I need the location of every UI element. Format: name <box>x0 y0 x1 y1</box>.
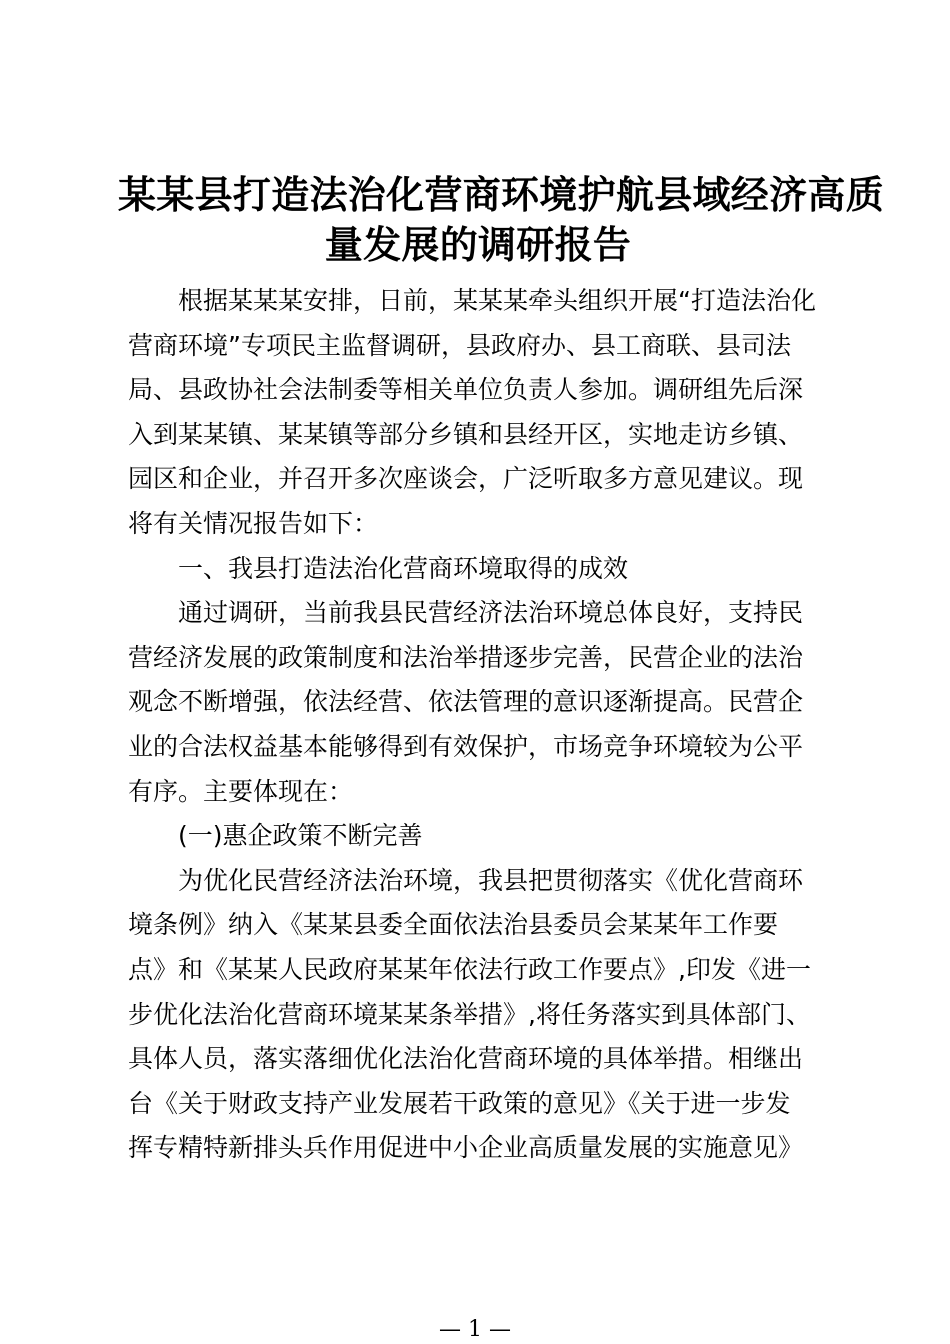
paragraph-line: 业的合法权益基本能够得到有效保护，市场竞争环境较为公平 <box>128 731 804 761</box>
paragraph-line: 台《关于财政支持产业发展若干政策的意见》《关于进一步发 <box>128 1088 791 1118</box>
paragraph-line: 为优化民营经济法治环境，我县把贯彻落实《优化营商环 <box>178 865 804 895</box>
title-line: 某某县打造法治化营商环境护航县域经济高质 <box>118 173 885 217</box>
body-paragraph <box>128 282 828 550</box>
paragraph-line: 将有关情况报告如下： <box>128 508 379 538</box>
title-line: 量发展的调研报告 <box>324 223 632 267</box>
paragraph-line: 有序。主要体现在： <box>128 776 354 806</box>
section-heading <box>128 550 828 595</box>
document-title <box>118 170 885 270</box>
section-heading <box>128 817 828 862</box>
paragraph-line: 局、县政协社会法制委等相关单位负责人参加。调研组先后深 <box>128 375 804 405</box>
heading-line: 一、我县打造法治化营商环境取得的成效 <box>178 553 629 583</box>
paragraph-line: 根据某某某安排，日前，某某某牵头组织开展“打造法治化 <box>178 286 816 315</box>
paragraph-line: 营商环境”专项民主监督调研，县政府办、县工商联、县司法 <box>128 330 791 360</box>
paragraph-line: 观念不断增强，依法经营、依法管理的意识逐渐提高。民营企 <box>128 687 804 717</box>
paragraph-line: 境条例》纳入《某某县委全面依法治县委员会某某年工作要 <box>128 910 779 940</box>
page-number: — 1 — <box>439 1317 511 1342</box>
paragraph-line: 通过调研，当前我县民营经济法治环境总体良好，支持民 <box>178 598 804 628</box>
body-paragraph <box>128 594 828 817</box>
paragraph-line: 步优化法治化营商环境某某条举措》,将任务落实到具体部门、 <box>128 999 811 1029</box>
paragraph-line: 入到某某镇、某某镇等部分乡镇和县经开区，实地走访乡镇、 <box>128 419 804 449</box>
document-body <box>128 282 828 1174</box>
paragraph-line: 挥专精特新排头兵作用促进中小企业高质量发展的实施意见》 <box>128 1133 804 1163</box>
paragraph-line: 具体人员，落实落细优化法治化营商环境的具体举措。相继出 <box>128 1044 804 1074</box>
heading-line: (一)惠企政策不断完善 <box>178 821 423 851</box>
paragraph-line: 点》和《某某人民政府某某年依法行政工作要点》,印发《进一 <box>128 954 811 984</box>
body-paragraph <box>128 862 828 1174</box>
paragraph-line: 园区和企业，并召开多次座谈会，广泛听取多方意见建议。现 <box>128 464 804 494</box>
paragraph-line: 营经济发展的政策制度和法治举措逐步完善，民营企业的法治 <box>128 642 804 672</box>
